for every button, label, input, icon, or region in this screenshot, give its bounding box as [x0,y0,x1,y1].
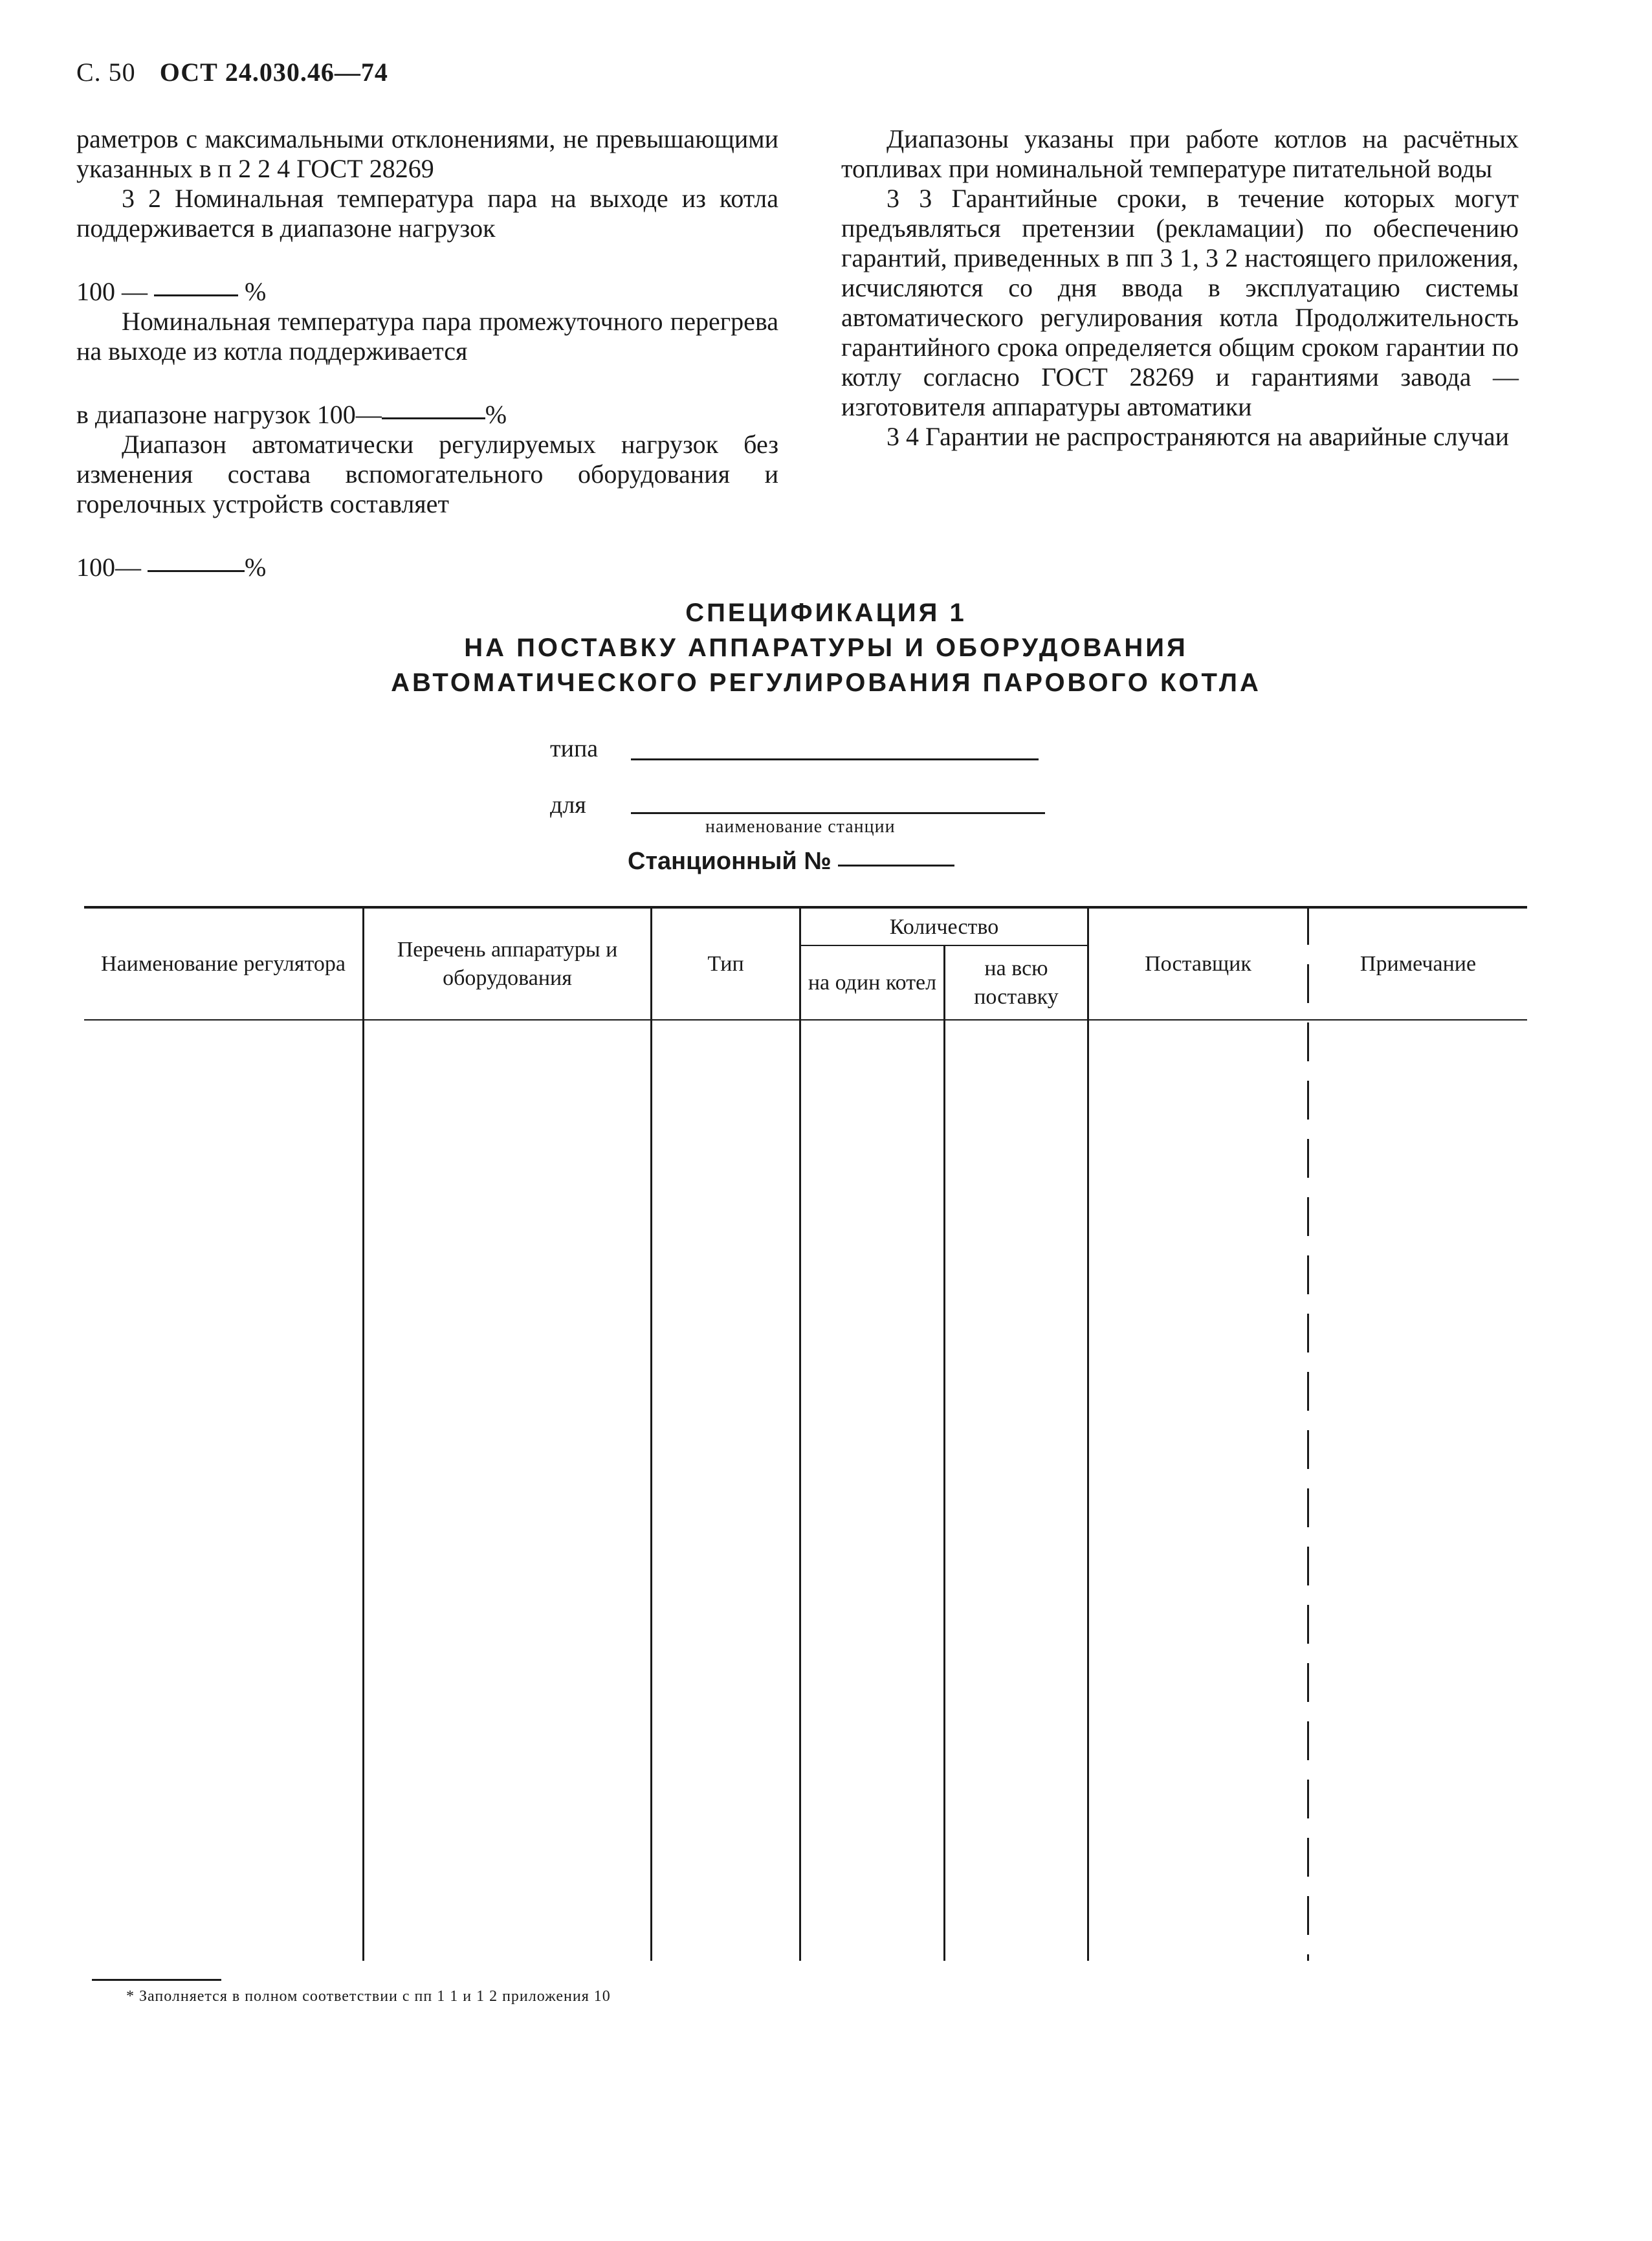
standard-code: ОСТ 24.030.46—74 [159,58,388,87]
value-line: 100— % [76,553,267,582]
blank-field[interactable] [148,570,245,572]
station-number: Станционный № [628,848,954,876]
paragraph: Диапазон автоматически регулируемых нагрузок без изменения состава вспомогательного оборудования и горелочных устройств составляет [76,430,778,518]
column-divider [362,906,364,1961]
type-label: типа [550,735,599,762]
col-header-qty: Количество [889,915,999,939]
value-line: 100 — % [76,277,267,306]
col-header-supplier: Поставщик [1145,952,1251,976]
col-header-qty-all: на всю поставку [974,956,1059,1009]
page-header [76,57,388,87]
blank-field[interactable] [154,294,238,296]
table-top-rule [84,906,1527,909]
station-caption: наименование станции [705,817,896,837]
column-divider [1087,906,1089,1961]
specification-table [84,906,1527,1954]
page-number: С. 50 [76,58,136,87]
footnote: * Заполняется в полном соответствии с пп 1 1 и 1 2 приложения 10 [126,1988,611,2005]
paragraph: раметров с максимальными отклонениями, не превышающими указанных в п 2 2 4 ГОСТ 28269 [76,124,778,183]
header-bottom-rule [84,1019,1527,1021]
for-label: для [550,791,586,819]
blank-field[interactable] [382,417,485,419]
column-divider [943,946,945,1961]
right-column [841,124,1519,452]
paragraph: 3 3 Гарантийные сроки, в течение которых могут предъявляться претензии (рекламации) по обеспечению гарантий, приведенных в пп 3 1, 3 2 настоящего приложения, исчисляются со дня ввода в эксплуатацию системы автоматического регулирования котла Продолжительность гарантийного срока определяется общим сроком гарантии по котлу согласно ГОСТ 28269 и гарантиями завода — изготовителя аппаратуры автоматики [841,184,1519,421]
col-header-note: Примечание [1360,952,1477,976]
col-header-name: Наименование регулятора [101,952,346,976]
paragraph: Диапазоны указаны при работе котлов на расчётных топливах при номинальной температуре питательной воды [841,124,1519,183]
column-divider [799,906,801,1961]
col-header-type: Тип [707,952,744,976]
col-header-qty-one: на один котел [808,971,937,995]
column-divider [650,906,652,1961]
footnote-rule [92,1979,221,1981]
col-header-list: Перечень аппаратуры и оборудования [397,938,618,990]
paragraph: 3 2 Номинальная температура пара на выходе из котла поддерживается в диапазоне нагрузок [76,184,778,243]
station-number-field[interactable] [838,865,954,867]
paragraph: Номинальная температура пара промежуточного перегрева на выходе из котла поддерживается [76,307,778,366]
paragraph: 3 4 Гарантии не распространяются на аварийные случаи [887,422,1510,451]
value-line: в диапазоне нагрузок 100— % [76,400,507,429]
left-column [76,124,778,582]
specification-title: СПЕЦИФИКАЦИЯ 1 НА ПОСТАВКУ АППАРАТУРЫ И ОБОРУДОВАНИЯ АВТОМАТИЧЕСКОГО РЕГУЛИРОВАНИЯ ПАРОВОГО КОТЛА [391,599,1261,697]
type-field[interactable] [631,758,1039,760]
column-divider [1307,906,1309,1961]
station-name-field[interactable] [631,812,1045,814]
